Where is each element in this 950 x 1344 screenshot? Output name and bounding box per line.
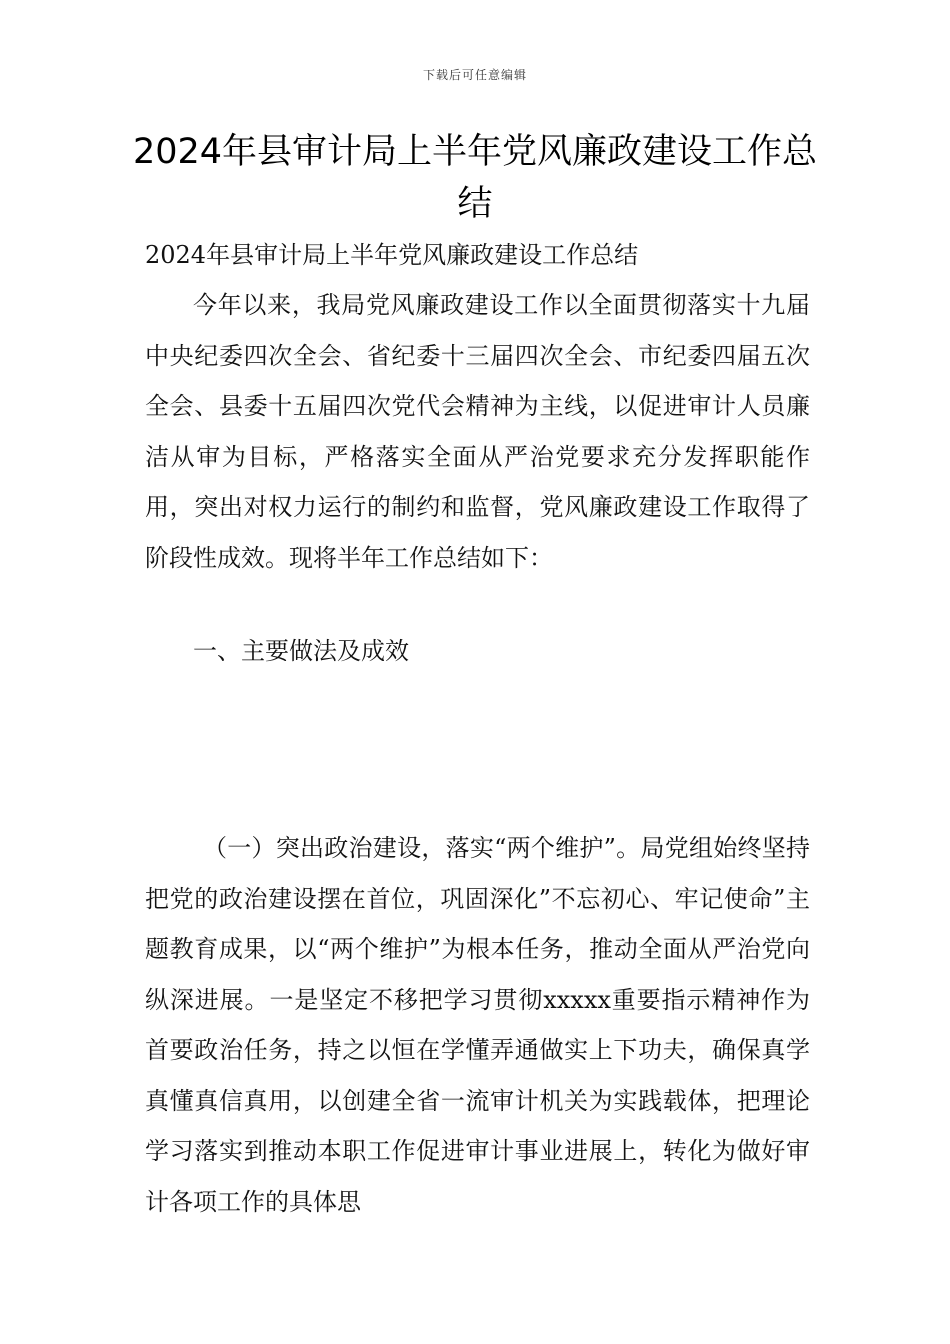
section-heading: 一、主要做法及成效 (193, 637, 409, 665)
body-paragraph: （一）突出政治建设，落实“两个维护”。局党组始终坚持把党的政治建设摆在首位，巩固深化”不忘初心、牢记使命”主题教育成果，以“两个维护”为根本任务，推动全面从严治党向纵深进展。一是坚定不移把学习贯彻xxxxx重要指示精神作为首要政治任务，持之以恒在学懂弄通做实上下功夫，确保真学真懂真信真用，以创建全省一流审计机关为实践载体，把理论学习落实到推动本职工作促进审计事业进展上，转化为做好审计各项工作的具体思 (145, 834, 810, 1216)
document-title: 2024年县审计局上半年党风廉政建设工作总结 (132, 132, 818, 224)
header-note: 下载后可任意编辑 (422, 68, 527, 82)
intro-paragraph: 今年以来，我局党风廉政建设工作以全面贯彻落实十九届中央纪委四次全会、省纪委十三届四次全会、市纪委四届五次全会、县委十五届四次党代会精神为主线，以促进审计人员廉洁从审为目标，严格落实全面从严治党要求充分发挥职能作用，突出对权力运行的制约和监督，党风廉政建设工作取得了阶段性成效。现将半年工作总结如下： (145, 291, 810, 572)
document-subtitle: 2024年县审计局上半年党风廉政建设工作总结 (145, 241, 639, 269)
